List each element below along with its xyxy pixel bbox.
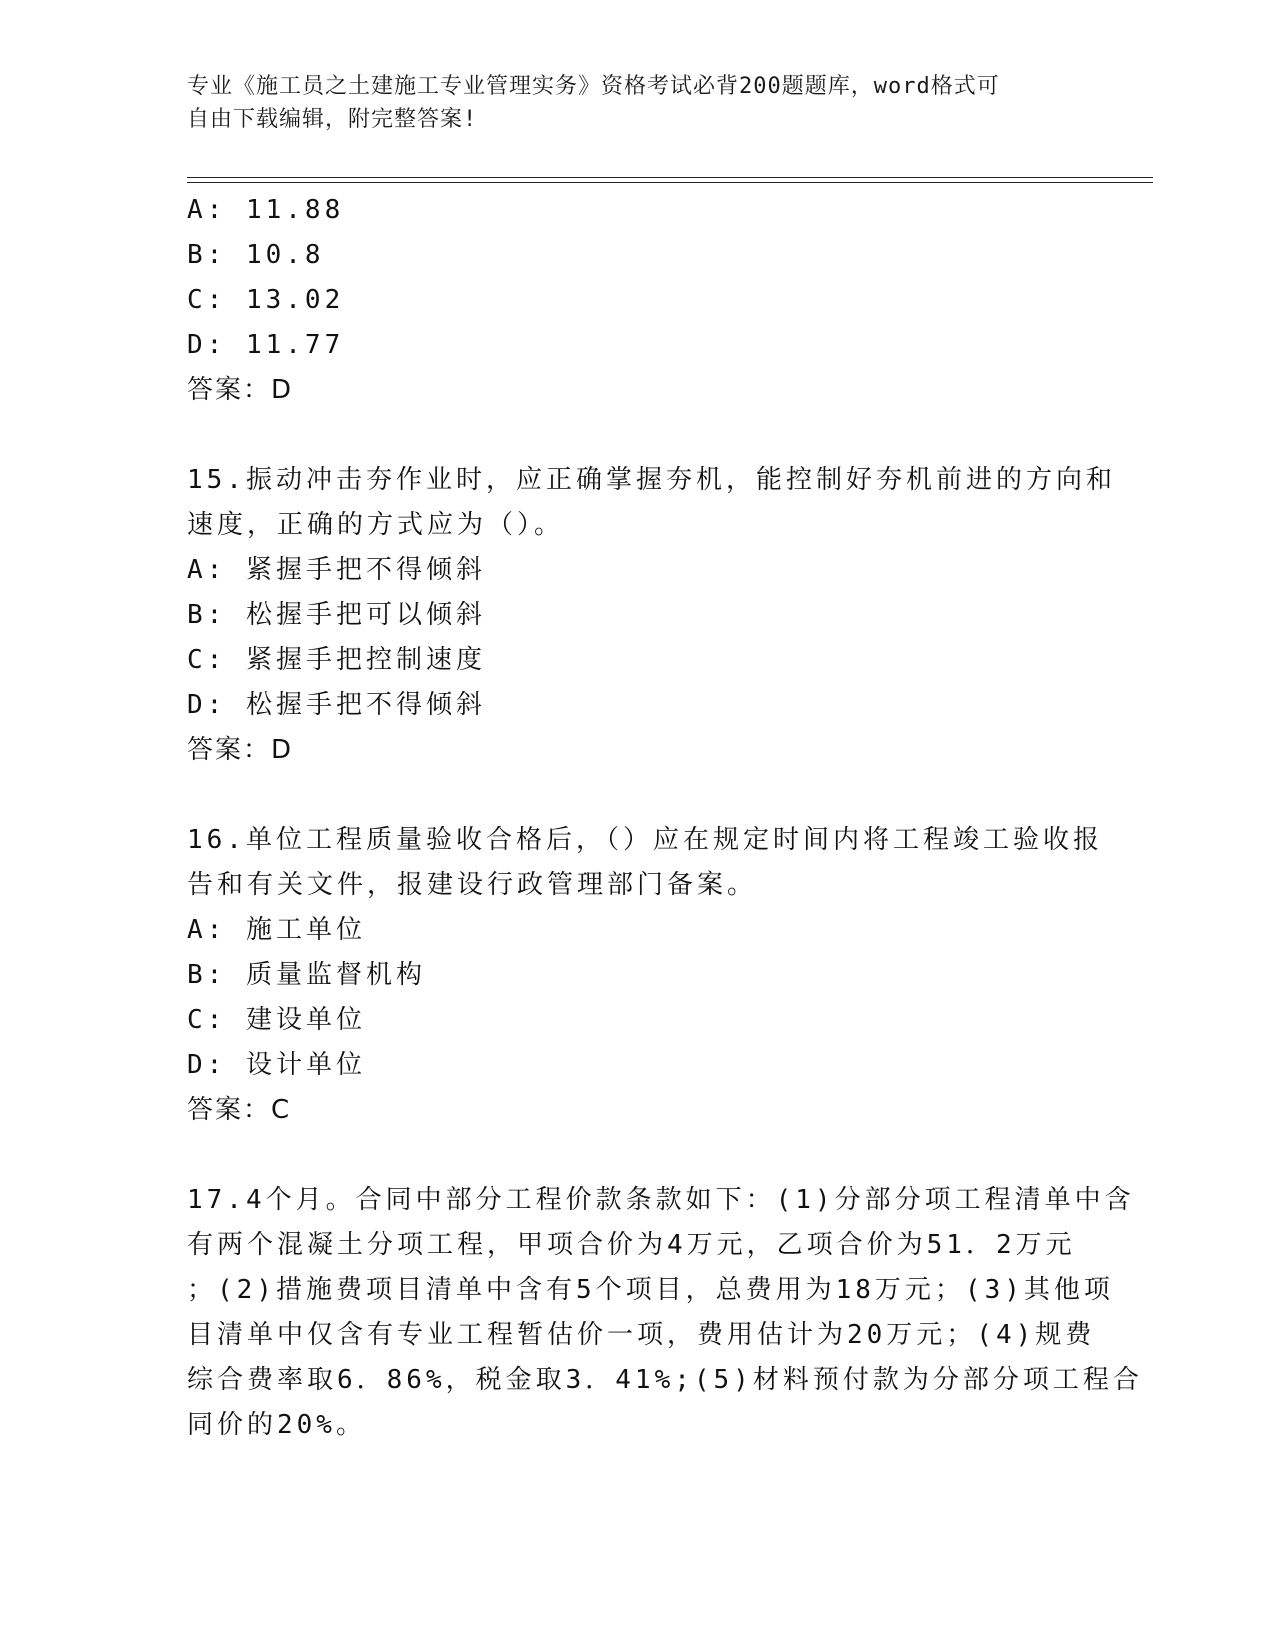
- header-divider-bottom: [187, 182, 1153, 183]
- option-b: B: 10.8: [187, 240, 325, 270]
- question-17-stem-line-1: 17.4个月。合同中部分工程价款条款如下：(1)分部分项工程清单中含: [187, 1185, 1135, 1215]
- header-line-2: 自由下载编辑，附完整答案!: [187, 107, 478, 132]
- question-16-answer: 答案：C: [187, 1095, 292, 1125]
- question-15-stem-line-1: 15.振动冲击夯作业时，应正确掌握夯机，能控制好夯机前进的方向和: [187, 465, 1116, 495]
- question-17-stem-line-5: 综合费率取6．86%，税金取3．41%;(5)材料预付款为分部分项工程合: [187, 1365, 1143, 1395]
- question-15-option-d: D: 松握手把不得倾斜: [187, 690, 486, 720]
- question-17-stem-line-2: 有两个混凝土分项工程，甲项合价为4万元，乙项合价为51．2万元: [187, 1230, 1076, 1260]
- question-15-option-b: B: 松握手把可以倾斜: [187, 600, 486, 630]
- answer: 答案：D: [187, 375, 294, 405]
- document-header: [187, 70, 1087, 136]
- header-line-1: 专业《施工员之土建施工专业管理实务》资格考试必背200题题库，word格式可: [187, 74, 1000, 99]
- option-d: D: 11.77: [187, 330, 345, 360]
- question-17-stem-line-6: 同价的20%。: [187, 1410, 366, 1440]
- question-16-option-d: D: 设计单位: [187, 1050, 366, 1080]
- question-15-option-a: A: 紧握手把不得倾斜: [187, 555, 486, 585]
- question-16-stem-line-2: 告和有关文件，报建设行政管理部门备案。: [187, 870, 758, 900]
- option-a: A: 11.88: [187, 195, 345, 225]
- option-c: C: 13.02: [187, 285, 345, 315]
- question-17-stem-line-4: 目清单中仅含有专业工程暂估价一项，费用估计为20万元；(4)规费: [187, 1320, 1096, 1350]
- question-15-stem-line-2: 速度，正确的方式应为（）。: [187, 510, 565, 540]
- question-16-option-c: C: 建设单位: [187, 1005, 366, 1035]
- question-15-answer: 答案：D: [187, 735, 294, 765]
- question-16-option-b: B: 质量监督机构: [187, 960, 426, 990]
- question-16-option-a: A: 施工单位: [187, 915, 366, 945]
- question-16-stem-line-1: 16.单位工程质量验收合格后，（）应在规定时间内将工程竣工验收报: [187, 825, 1103, 855]
- header-divider-top: [187, 177, 1153, 178]
- question-17-stem-line-3: ；(2)措施费项目清单中含有5个项目，总费用为18万元；(3)其他项: [187, 1275, 1114, 1305]
- question-15-option-c: C: 紧握手把控制速度: [187, 645, 486, 675]
